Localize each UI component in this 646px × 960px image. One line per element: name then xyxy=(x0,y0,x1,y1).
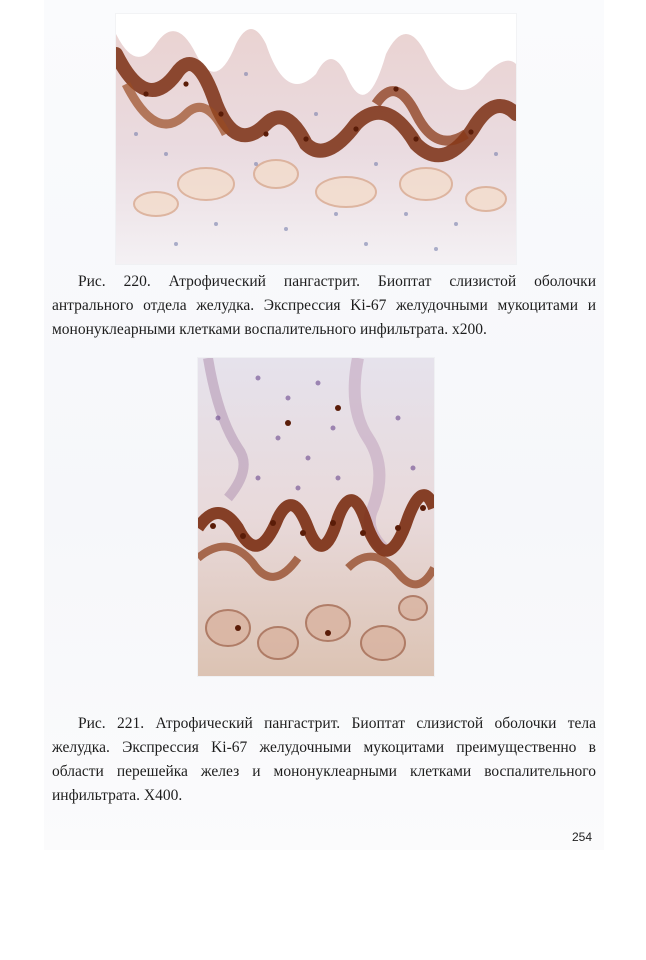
page-number: 254 xyxy=(572,830,593,844)
caption-line: желудка. Экспрессия Ki-67 желудочными мукоцитами преимущественно в xyxy=(52,739,596,756)
figure-220-caption xyxy=(52,270,596,342)
caption-line: инфильтрата. Х400. xyxy=(52,787,183,804)
caption-line: мононуклеарными клетками воспалительного инфильтрата. х200. xyxy=(52,321,487,338)
caption-line: антрального отдела желудка. Экспрессия Ki-67 желудочными мукоцитами и xyxy=(52,297,596,314)
caption-line: области перешейка желез и мононуклеарными клетками воспалительного xyxy=(52,763,596,780)
micrograph-figure-221 xyxy=(198,358,434,676)
figure-221-caption xyxy=(52,712,596,808)
micrograph-figure-220 xyxy=(116,14,516,264)
caption-line: Рис. 221. Атрофический пангастрит. Биоптат слизистой оболочки тела xyxy=(78,715,596,732)
micrograph-image xyxy=(198,358,434,676)
caption-line: Рис. 220. Атрофический пангастрит. Биоптат слизистой оболочки xyxy=(78,273,596,290)
micrograph-image xyxy=(116,14,516,264)
